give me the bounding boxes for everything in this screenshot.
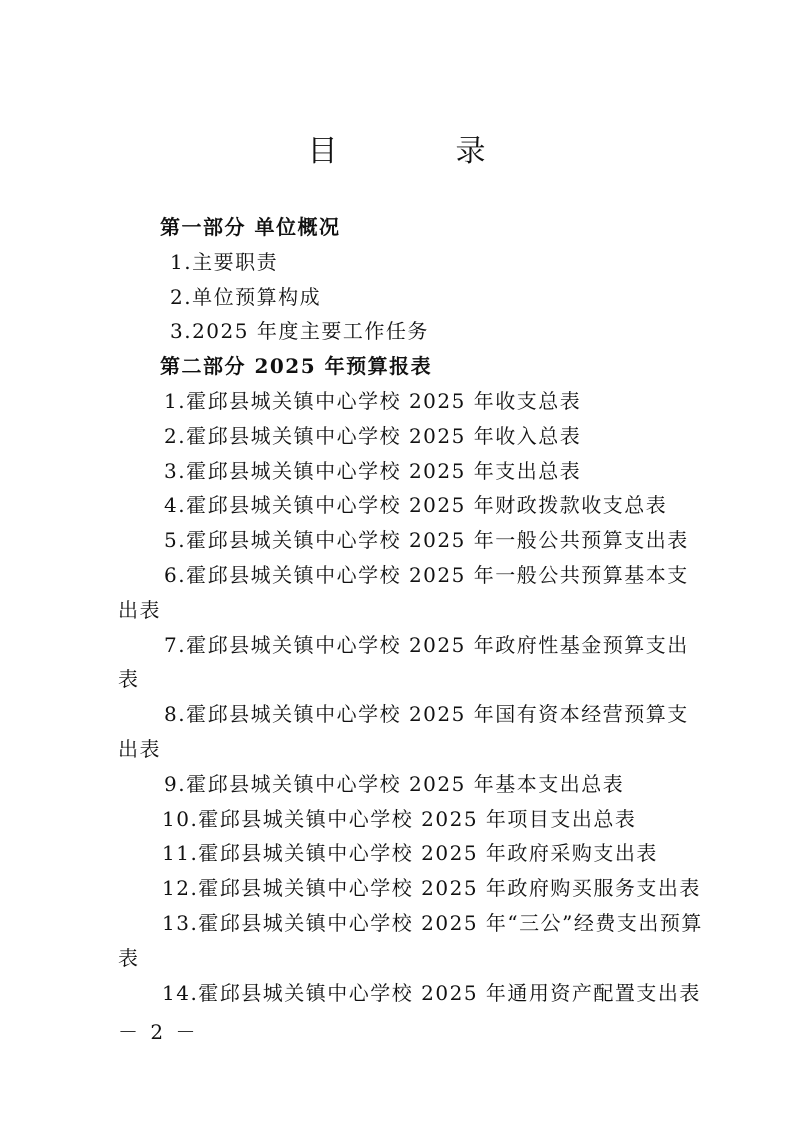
part2-item-5: 5.霍邱县城关镇中心学校 2025 年一般公共预算支出表: [164, 528, 689, 553]
table-of-contents: [118, 210, 703, 1010]
part2-item-4: 4.霍邱县城关镇中心学校 2025 年财政拨款收支总表: [164, 493, 668, 518]
part1-item-2: 2.单位预算构成: [170, 284, 322, 309]
part2-item-14: 14.霍邱县城关镇中心学校 2025 年通用资产配置支出表: [162, 980, 701, 1005]
part2-item-13: 13.霍邱县城关镇中心学校 2025 年“三公”经费支出预算: [162, 910, 703, 935]
part2-item-13-continued: 表: [118, 945, 140, 970]
part2-item-2: 2.霍邱县城关镇中心学校 2025 年收入总表: [164, 423, 582, 448]
page-number: － 2 －: [118, 1020, 199, 1044]
part2-item-7-continued: 表: [118, 667, 140, 692]
part1-item-1: 1.主要职责: [170, 249, 279, 274]
part2-item-7: 7.霍邱县城关镇中心学校 2025 年政府性基金预算支出: [164, 632, 689, 657]
part2-heading: 第二部分 2025 年预算报表: [160, 354, 433, 379]
part2-item-10: 10.霍邱县城关镇中心学校 2025 年项目支出总表: [162, 806, 637, 831]
part1-heading: 第一部分 单位概况: [160, 215, 341, 239]
part2-item-1: 1.霍邱县城关镇中心学校 2025 年收支总表: [164, 388, 582, 413]
part2-item-3: 3.霍邱县城关镇中心学校 2025 年支出总表: [164, 458, 582, 483]
part2-item-8-continued: 出表: [118, 736, 161, 761]
toc-title: 目 录: [307, 134, 530, 169]
part2-item-9: 9.霍邱县城关镇中心学校 2025 年基本支出总表: [164, 771, 625, 796]
part1-item-3: 3.2025 年度主要工作任务: [170, 319, 429, 344]
part2-item-8: 8.霍邱县城关镇中心学校 2025 年国有资本经营预算支: [164, 702, 689, 727]
part2-item-6-continued: 出表: [118, 597, 161, 622]
part2-item-6: 6.霍邱县城关镇中心学校 2025 年一般公共预算基本支: [164, 562, 689, 587]
part2-item-12: 12.霍邱县城关镇中心学校 2025 年政府购买服务支出表: [162, 876, 701, 901]
part2-item-11: 11.霍邱县城关镇中心学校 2025 年政府采购支出表: [162, 841, 658, 866]
